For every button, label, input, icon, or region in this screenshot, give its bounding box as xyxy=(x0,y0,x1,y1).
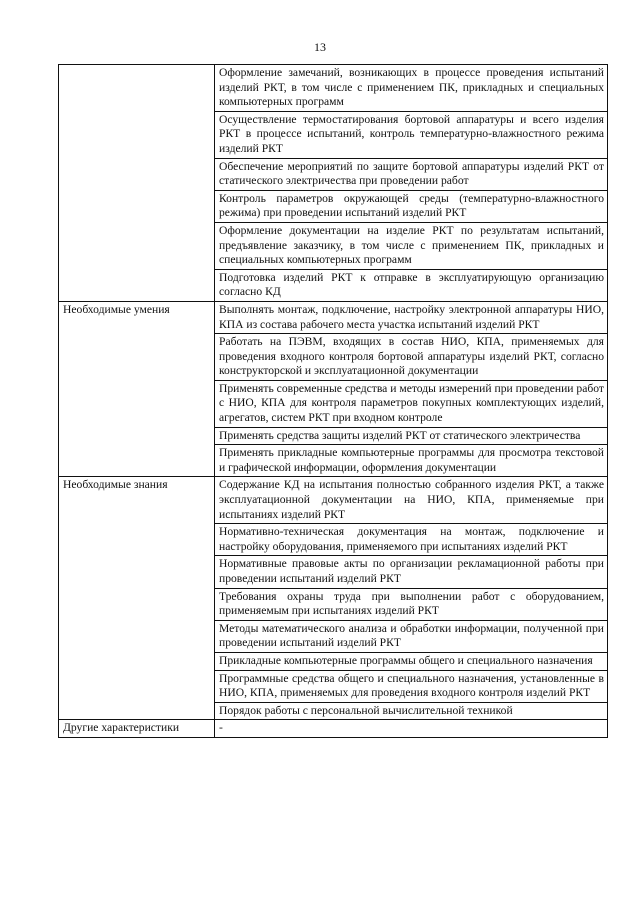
section-item: Обеспечение мероприятий по защите бортовой аппаратуры изделий РКТ от статического электричества при проведении работ xyxy=(215,158,608,190)
section-item: Применять современные средства и методы измерений при проведении работ с НИО, КПА для контроля параметров покупных комплектующих изделий, агрегатов, систем РКТ при входном контроле xyxy=(215,380,608,427)
section-item: Программные средства общего и специального назначения, установленные в НИО, КПА, применяемых для проведения входного контроля изделий РКТ xyxy=(215,670,608,702)
section-label: Необходимые умения xyxy=(59,301,215,477)
section-item: Порядок работы с персональной вычислительной техникой xyxy=(215,702,608,720)
section-item: Контроль параметров окружающей среды (температурно-влажностного режима) при проведении испытаний изделий РКТ xyxy=(215,190,608,222)
section-item: Нормативные правовые акты по организации рекламационной работы при проведении испытаний изделий РКТ xyxy=(215,556,608,588)
section-item: Работать на ПЭВМ, входящих в состав НИО, КПА, применяемых для проведения входного контроля бортовой аппаратуры изделий РКТ, согласно конструкторской и эксплуатационной документации xyxy=(215,334,608,381)
section-item: Подготовка изделий РКТ к отправке в эксплуатирующую организацию согласно КД xyxy=(215,269,608,301)
section-item: Выполнять монтаж, подключение, настройку электронной аппаратуры НИО, КПА из состава рабочего места участка испытаний изделий РКТ xyxy=(215,301,608,333)
table-row xyxy=(59,65,608,112)
section-item: Содержание КД на испытания полностью собранного изделия РКТ, а также эксплуатационной документации на НИО, КПА, применяемые при испытаниях изделий РКТ xyxy=(215,477,608,524)
section-item: Методы математического анализа и обработки информации, полученной при проведении испытаний изделий РКТ xyxy=(215,620,608,652)
section-label: Другие характеристики xyxy=(59,720,215,738)
section-item: Оформление документации на изделие РКТ по результатам испытаний, предъявление заказчику, в том числе с применением ПК, прикладных и специальных компьютерных программ xyxy=(215,222,608,269)
section-label: Необходимые знания xyxy=(59,477,215,720)
section-item: Оформление замечаний, возникающих в процессе проведения испытаний изделий РКТ, в том числе с применением ПК, прикладных и специальных компьютерных программ xyxy=(215,65,608,112)
requirements-table xyxy=(58,64,608,738)
section-item: Применять средства защиты изделий РКТ от статического электричества xyxy=(215,427,608,445)
section-item: Применять прикладные компьютерные программы для просмотра текстовой и графической информации, оформления документации xyxy=(215,445,608,477)
section-item: - xyxy=(215,720,608,738)
table-row xyxy=(59,477,608,524)
requirements-table-body xyxy=(59,65,608,738)
section-item: Требования охраны труда при выполнении работ с оборудованием, применяемым при испытаниях изделий РКТ xyxy=(215,588,608,620)
table-row xyxy=(59,720,608,738)
section-label xyxy=(59,65,215,302)
table-row xyxy=(59,301,608,333)
section-item: Осуществление термостатирования бортовой аппаратуры и всего изделия РКТ в процессе испытаний, контроль температурно-влажностного режима изделий РКТ xyxy=(215,111,608,158)
section-item: Прикладные компьютерные программы общего и специального назначения xyxy=(215,652,608,670)
page-number: 13 xyxy=(314,40,326,54)
section-item: Нормативно-техническая документация на монтаж, подключение и настройку оборудования, применяемого при испытаниях изделий РКТ xyxy=(215,524,608,556)
